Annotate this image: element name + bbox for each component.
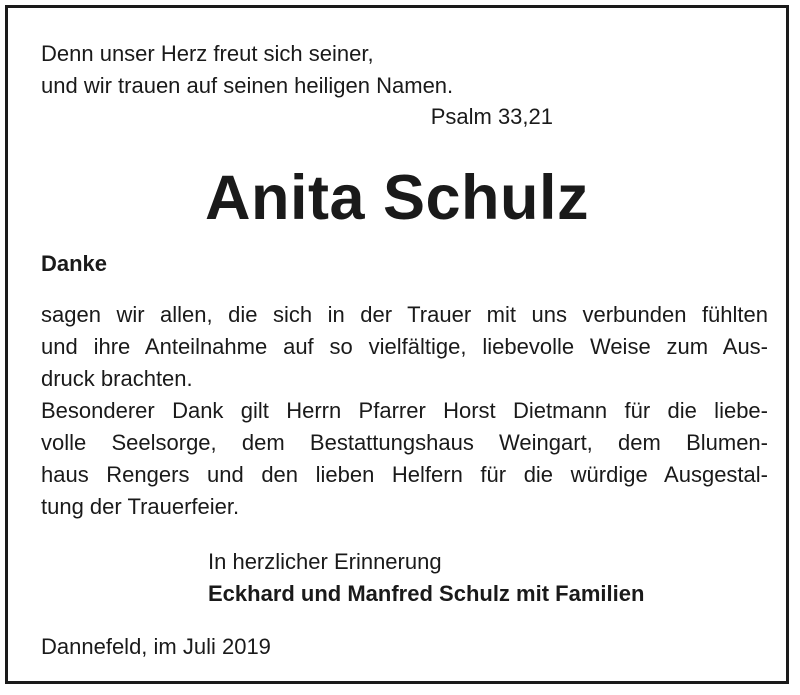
- thanks-text: [41, 299, 768, 523]
- signatories: Eckhard und Manfred Schulz mit Familien: [208, 581, 645, 606]
- text-line: tung der Trauerfeier.: [41, 494, 240, 519]
- bible-verse: [41, 38, 453, 102]
- verse-reference: Psalm 33,21: [430, 104, 553, 129]
- verse-line-1: Denn unser Herz freut sich seiner,: [41, 41, 374, 66]
- verse-line-2: und wir trauen auf seinen heiligen Namen.: [41, 73, 454, 98]
- thanks-heading: Danke: [41, 251, 108, 276]
- text-line: volle Seelsorge, dem Bestattungshaus Weingart, dem Blumen-: [41, 430, 768, 455]
- text-line: druck brachten.: [41, 366, 193, 391]
- deceased-name: Anita Schulz: [204, 163, 590, 233]
- text-line: haus Rengers und den lieben Helfern für die würdige Ausgestal-: [41, 462, 768, 487]
- obituary-notice: [5, 5, 789, 684]
- text-line: sagen wir allen, die sich in der Trauer mit uns verbunden fühlten: [41, 302, 768, 327]
- text-line: und ihre Anteilnahme auf so vielfältige, liebevolle Weise zum Aus-: [41, 334, 768, 359]
- closing-block: [208, 546, 644, 610]
- text-line: Besonderer Dank gilt Herrn Pfarrer Horst Dietmann für die liebe-: [41, 398, 768, 423]
- closing-remembrance: In herzlicher Erinnerung: [208, 549, 442, 574]
- place-and-date: Dannefeld, im Juli 2019: [41, 634, 271, 659]
